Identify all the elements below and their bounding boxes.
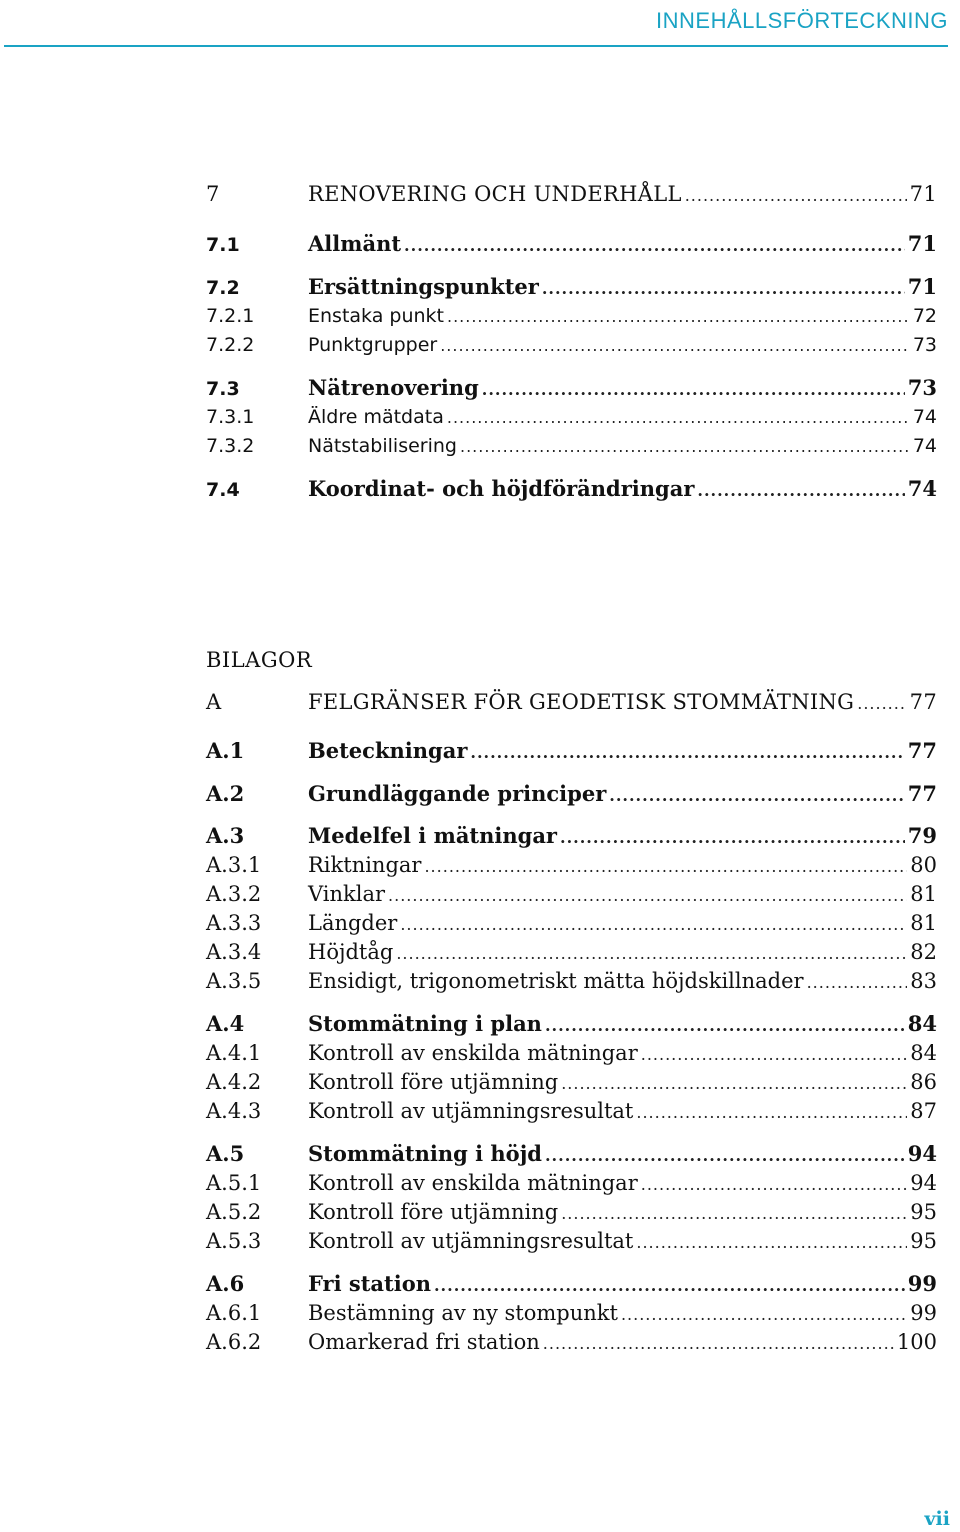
entry-number: 7.2.2 [206, 334, 255, 356]
dot-leader [396, 940, 907, 968]
dot-leader [561, 1200, 907, 1228]
entry-page: 73 [912, 334, 937, 356]
toc-entry-7-3-2[interactable] [206, 432, 937, 460]
entry-title: Beteckningar [308, 738, 468, 763]
dot-leader [807, 969, 908, 997]
dot-leader [404, 232, 905, 260]
dot-leader [857, 690, 906, 718]
toc-entry-a-6-2[interactable] [206, 1328, 937, 1356]
entry-number: A.5.3 [206, 1229, 262, 1253]
toc-entry-a-6-1[interactable] [206, 1299, 937, 1327]
entry-number: 7.2 [206, 277, 240, 299]
toc-entry-a-3-1[interactable] [206, 851, 937, 879]
entry-number: A.4 [206, 1011, 245, 1036]
entry-page: 77 [907, 781, 937, 806]
entry-title: Ensidigt, trigonometriskt mätta höjdskillnader [308, 969, 804, 993]
entry-title: Nätstabilisering [308, 435, 457, 457]
dot-leader [543, 1330, 894, 1358]
toc-entry-7-4[interactable] [206, 475, 937, 503]
entry-page: 81 [910, 911, 937, 935]
entry-number: A.3.1 [206, 853, 262, 877]
dot-leader [636, 1229, 907, 1257]
entry-title: Äldre mätdata [308, 406, 444, 428]
entry-title: Enstaka punkt [308, 305, 444, 327]
entry-title: Fri station [308, 1271, 431, 1296]
entry-title: Kontroll av utjämningsresultat [308, 1229, 634, 1253]
dot-leader [697, 477, 904, 505]
entry-title: FELGRÄNSER FÖR GEODETISK STOMMÄTNING [308, 690, 855, 714]
dot-leader [482, 376, 905, 404]
entry-page: 71 [907, 231, 937, 256]
dot-leader [560, 824, 905, 852]
entry-page: 94 [907, 1141, 937, 1166]
entry-number: 7.3.2 [206, 435, 255, 457]
entry-number: A.6 [206, 1271, 245, 1296]
entry-page: 71 [907, 274, 937, 299]
entry-page: 74 [907, 476, 937, 501]
entry-number: 7.4 [206, 479, 240, 501]
toc-entry-7-2[interactable] [206, 273, 937, 301]
dot-leader [388, 882, 907, 910]
entry-page: 71 [909, 182, 937, 206]
entry-page: 84 [910, 1041, 937, 1065]
dot-leader [470, 739, 904, 767]
entry-number: A.6.2 [206, 1330, 262, 1354]
toc-entry-7-3[interactable] [206, 374, 937, 402]
toc-entry-a-4-2[interactable] [206, 1068, 937, 1096]
toc-entry-a-2[interactable] [206, 780, 937, 808]
appendix-heading: BILAGOR [206, 648, 313, 672]
toc-entry-a-3-4[interactable] [206, 938, 937, 966]
dot-leader [545, 1012, 905, 1040]
entry-page: 73 [907, 375, 937, 400]
dot-leader [609, 782, 905, 810]
entry-title: Längder [308, 911, 398, 935]
toc-entry-a[interactable] [206, 688, 937, 716]
entry-title: Stommätning i plan [308, 1011, 542, 1036]
dot-leader [542, 275, 905, 303]
toc-entry-a-3-5[interactable] [206, 967, 937, 995]
dot-leader [636, 1099, 907, 1127]
toc-entry-7-2-1[interactable] [206, 302, 937, 330]
entry-number: A.3.4 [206, 940, 262, 964]
entry-page: 95 [910, 1200, 937, 1224]
entry-number: 7.3.1 [206, 406, 255, 428]
entry-number: A.4.2 [206, 1070, 262, 1094]
entry-title: Stommätning i höjd [308, 1141, 542, 1166]
entry-number: 7.2.1 [206, 305, 255, 327]
dot-leader [447, 404, 910, 432]
entry-page: 86 [910, 1070, 937, 1094]
dot-leader [424, 853, 907, 881]
dot-leader [641, 1171, 908, 1199]
toc-entry-7[interactable] [206, 180, 937, 208]
entry-number: A.3.3 [206, 911, 262, 935]
toc-entry-a-5-3[interactable] [206, 1227, 937, 1255]
entry-page: 74 [912, 435, 937, 457]
entry-title: Grundläggande principer [308, 781, 607, 806]
entry-page: 99 [910, 1301, 937, 1325]
entry-title: Kontroll före utjämning [308, 1200, 559, 1224]
entry-page: 80 [910, 853, 937, 877]
page-number: vii [924, 1508, 950, 1530]
entry-number: A.5.1 [206, 1171, 262, 1195]
toc-entry-a-5[interactable] [206, 1140, 937, 1168]
toc-entry-7-1[interactable] [206, 230, 937, 258]
entry-title: Bestämning av ny stompunkt [308, 1301, 618, 1325]
dot-leader [400, 911, 907, 939]
entry-title: Höjdtåg [308, 940, 394, 964]
entry-page: 99 [907, 1271, 937, 1296]
entry-number: A.2 [206, 781, 245, 806]
header-rule [4, 45, 948, 47]
toc-entry-a-1[interactable] [206, 737, 937, 765]
entry-number: A.5.2 [206, 1200, 262, 1224]
entry-number: A.5 [206, 1141, 245, 1166]
toc-entry-7-2-2[interactable] [206, 331, 937, 359]
entry-title: Nätrenovering [308, 375, 479, 400]
toc-entry-a-6[interactable] [206, 1270, 937, 1298]
entry-number: A.6.1 [206, 1301, 262, 1325]
entry-title: Medelfel i mätningar [308, 823, 557, 848]
entry-page: 77 [907, 738, 937, 763]
entry-number: A.3.2 [206, 882, 262, 906]
entry-title: Ersättningspunkter [308, 274, 539, 299]
entry-page: 81 [910, 882, 937, 906]
entry-page: 79 [907, 823, 937, 848]
dot-leader [440, 332, 910, 360]
entry-number: 7.3 [206, 378, 240, 400]
entry-title: RENOVERING OCH UNDERHÅLL [308, 182, 682, 206]
entry-page: 77 [909, 690, 937, 714]
toc-entry-a-4-1[interactable] [206, 1039, 937, 1067]
entry-number: A.1 [206, 738, 245, 763]
entry-page: 94 [910, 1171, 937, 1195]
entry-page: 95 [910, 1229, 937, 1253]
entry-page: 83 [910, 969, 937, 993]
entry-title: Kontroll av enskilda mätningar [308, 1171, 638, 1195]
entry-title: Allmänt [308, 231, 402, 256]
dot-leader [460, 433, 910, 461]
entry-number: 7 [206, 182, 220, 206]
entry-page: 87 [910, 1099, 937, 1123]
dot-leader [621, 1301, 907, 1329]
entry-title: Riktningar [308, 853, 422, 877]
dot-leader [434, 1272, 905, 1300]
entry-title: Vinklar [308, 882, 386, 906]
entry-number: A.4.1 [206, 1041, 262, 1065]
entry-page: 74 [912, 406, 937, 428]
entry-title: Kontroll före utjämning [308, 1070, 559, 1094]
entry-title: Kontroll av utjämningsresultat [308, 1099, 634, 1123]
entry-number: 7.1 [206, 234, 240, 256]
entry-number: A.4.3 [206, 1099, 262, 1123]
toc-entry-a-5-2[interactable] [206, 1198, 937, 1226]
dot-leader [447, 303, 910, 331]
entry-page: 72 [912, 305, 937, 327]
running-header: INNEHÅLLSFÖRTECKNING [656, 8, 948, 33]
entry-page: 84 [907, 1011, 937, 1036]
dot-leader [545, 1142, 905, 1170]
entry-page: 100 [896, 1330, 937, 1354]
entry-number: A [206, 690, 222, 714]
toc-entry-a-5-1[interactable] [206, 1169, 937, 1197]
toc-entry-a-3[interactable] [206, 822, 937, 850]
dot-leader [685, 182, 907, 210]
toc-entry-7-3-1[interactable] [206, 403, 937, 431]
toc-entry-a-3-3[interactable] [206, 909, 937, 937]
entry-title: Omarkerad fri station [308, 1330, 540, 1354]
toc-entry-a-4[interactable] [206, 1010, 937, 1038]
entry-title: Kontroll av enskilda mätningar [308, 1041, 638, 1065]
entry-number: A.3.5 [206, 969, 262, 993]
toc-entry-a-4-3[interactable] [206, 1097, 937, 1125]
entry-title: Koordinat- och höjdförändringar [308, 476, 695, 501]
dot-leader [561, 1070, 907, 1098]
entry-number: A.3 [206, 823, 245, 848]
entry-page: 82 [910, 940, 937, 964]
toc-entry-a-3-2[interactable] [206, 880, 937, 908]
entry-title: Punktgrupper [308, 334, 438, 356]
dot-leader [641, 1041, 908, 1069]
